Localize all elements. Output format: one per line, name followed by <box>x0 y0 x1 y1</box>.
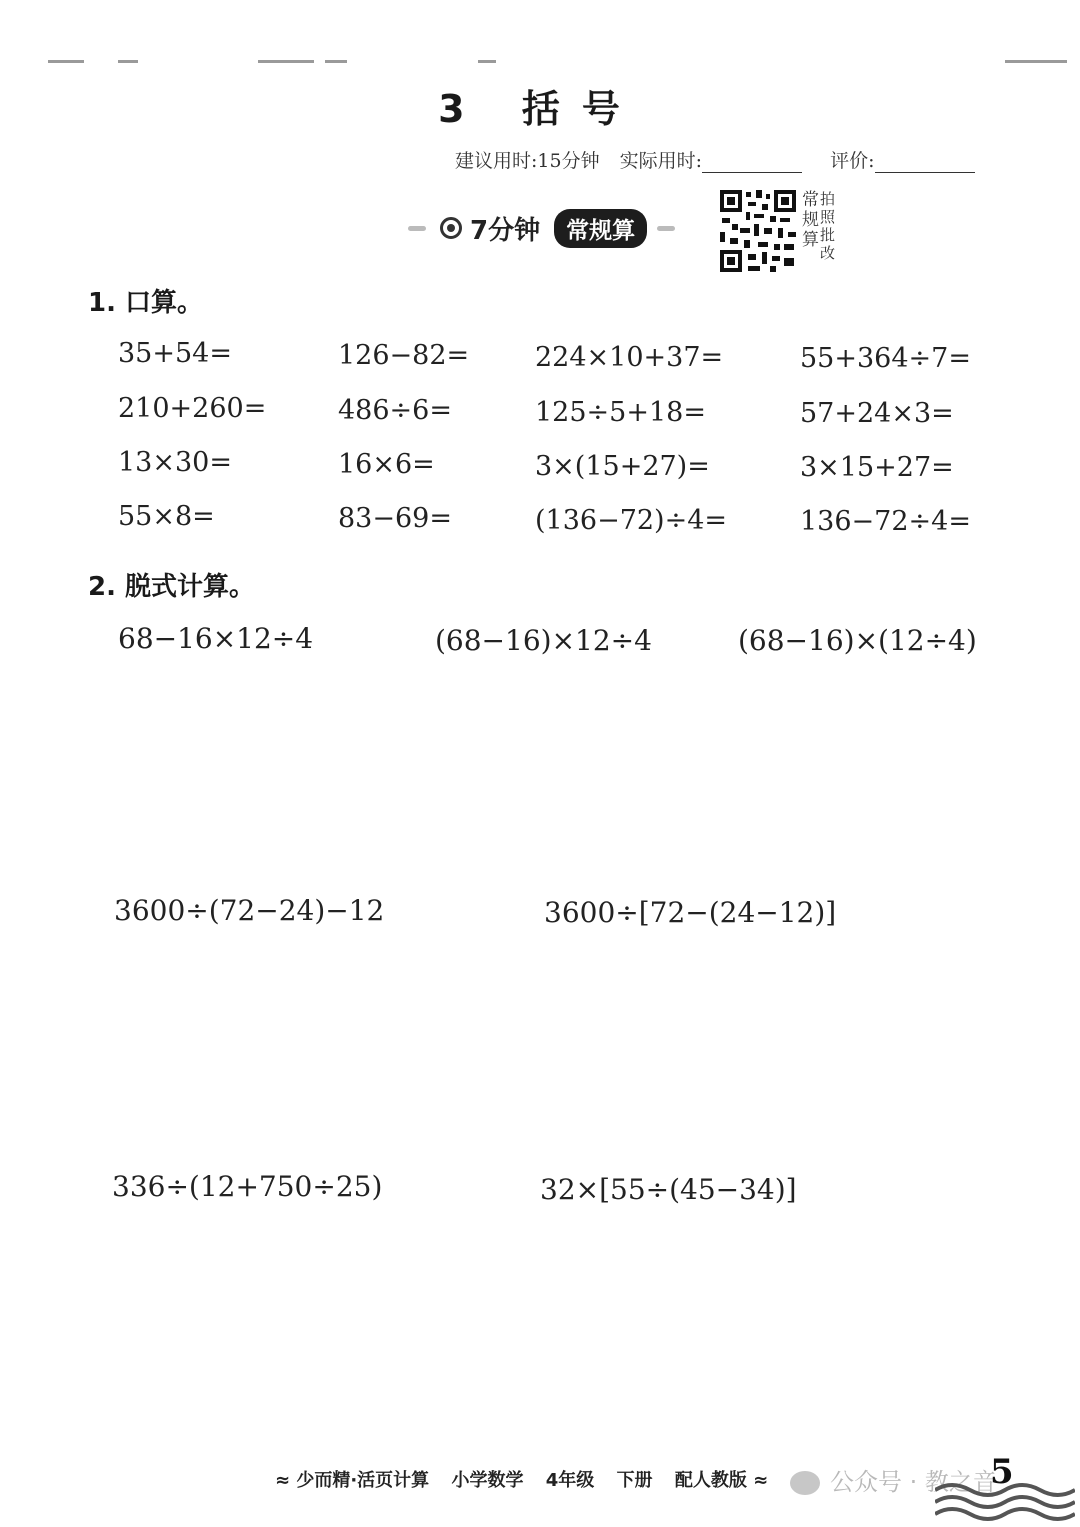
scan-artifact <box>1005 60 1067 63</box>
stepwise-expr: 336÷(12+750÷25) <box>112 1170 383 1203</box>
rating-blank[interactable] <box>875 152 975 173</box>
footer-grade: 4年级 <box>545 1470 595 1491</box>
rating-label: 评价: <box>830 150 875 172</box>
oral-expr: 125÷5+18= <box>535 397 706 428</box>
oral-expr: 35+54= <box>118 338 232 369</box>
scan-artifact <box>118 60 138 63</box>
oral-expr: 210+260= <box>118 393 267 424</box>
oral-expr: 224×10+37= <box>535 342 724 373</box>
qr-caption-left: 常规算 <box>802 190 819 250</box>
oral-expr: 55+364÷7= <box>800 343 971 374</box>
decor-dash <box>408 226 426 231</box>
scan-artifact <box>48 60 84 63</box>
scan-artifact <box>258 60 314 63</box>
time-badge <box>408 206 675 250</box>
stepwise-expr: 3600÷(72−24)−12 <box>114 894 385 927</box>
footer-info <box>275 1466 784 1492</box>
stepwise-expr: (68−16)×(12÷4) <box>738 624 977 657</box>
page-title: 3 括号 <box>438 87 642 131</box>
stepwise-expr: 3600÷[72−(24−12)] <box>544 896 837 929</box>
oral-expr: 16×6= <box>338 449 435 480</box>
actual-time-blank[interactable] <box>702 152 802 173</box>
oral-expr: 3×(15+27)= <box>535 451 710 482</box>
footer-edition: 配人教版 ≈ <box>674 1470 769 1491</box>
suggested-time: 建议用时:15分钟 <box>455 150 600 172</box>
footer-subject: 小学数学 <box>451 1470 524 1491</box>
badge-tag: 常规算 <box>554 209 647 248</box>
oral-expr: 13×30= <box>118 447 232 478</box>
wechat-icon <box>790 1471 820 1495</box>
stepwise-expr: 32×[55÷(45−34)] <box>540 1173 797 1206</box>
qr-code-icon[interactable] <box>718 188 798 274</box>
stepwise-expr: 68−16×12÷4 <box>118 622 314 655</box>
oral-expr: 126−82= <box>338 340 470 371</box>
timing-line <box>455 146 975 173</box>
oral-expr: 83−69= <box>338 503 452 534</box>
page-number: 5 <box>990 1452 1014 1492</box>
qr-caption-right: 拍照批改 <box>820 190 836 262</box>
oral-expr: (136−72)÷4= <box>535 505 728 536</box>
scan-artifact <box>478 60 496 63</box>
oral-expr: 136−72÷4= <box>800 506 971 537</box>
watermark-text: 公众号 · 教之音 <box>830 1468 997 1496</box>
section-2-title: 2. 脱式计算。 <box>88 572 256 602</box>
decor-dash <box>657 226 675 231</box>
footer-volume: 下册 <box>616 1470 653 1491</box>
medal-icon <box>440 217 462 239</box>
oral-expr: 55×8= <box>118 501 215 532</box>
badge-minutes: 7分钟 <box>470 215 541 246</box>
oral-expr: 3×15+27= <box>800 452 954 483</box>
footer-series: ≈ 少而精·活页计算 <box>275 1470 430 1491</box>
oral-expr: 57+24×3= <box>800 398 954 429</box>
actual-time-label: 实际用时: <box>619 150 703 172</box>
oral-expr: 486÷6= <box>338 395 452 426</box>
scan-artifact <box>325 60 347 63</box>
stepwise-expr: (68−16)×12÷4 <box>435 624 652 657</box>
section-1-title: 1. 口算。 <box>88 288 204 318</box>
